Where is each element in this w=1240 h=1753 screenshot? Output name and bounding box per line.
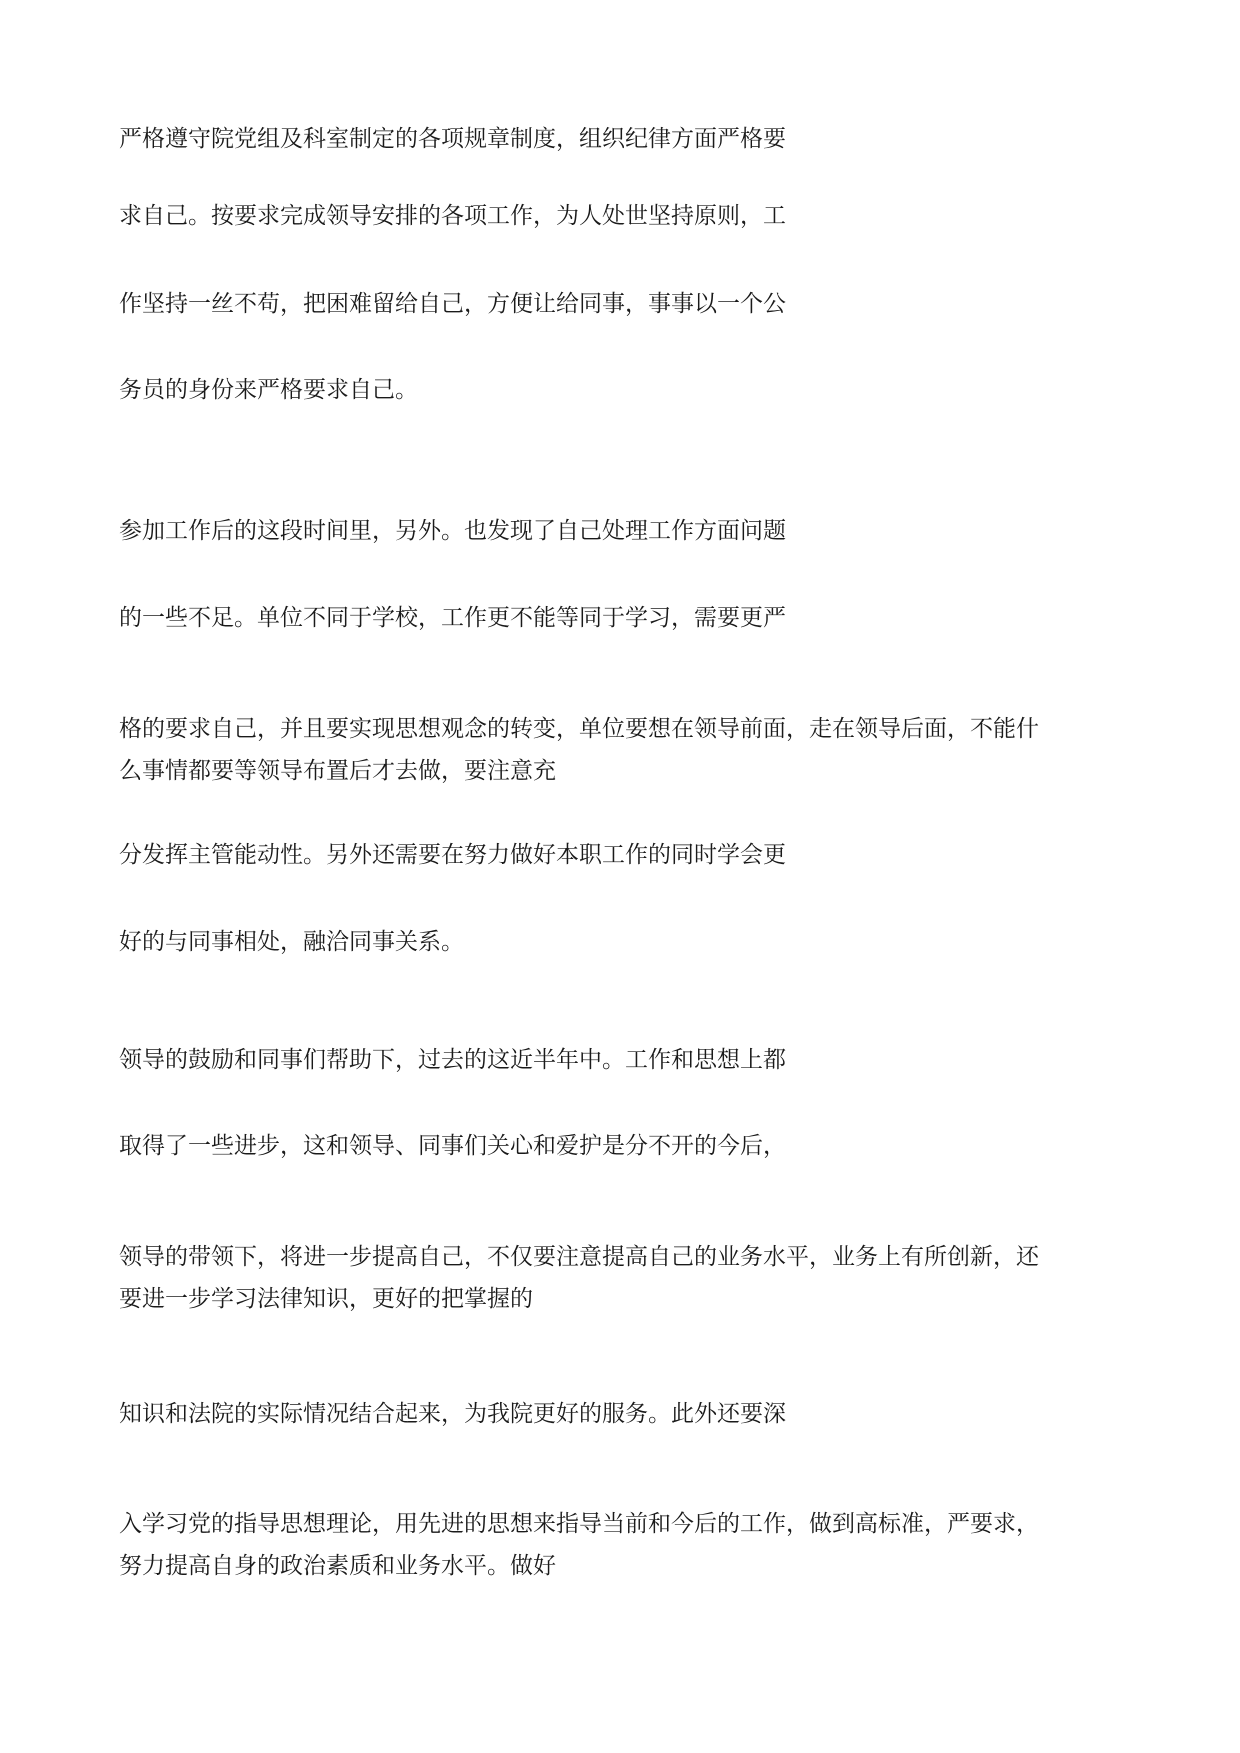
paragraph-7 [119, 708, 1129, 792]
text-line: 知识和法院的实际情况结合起来，为我院更好的服务。此外还要深 [119, 1401, 786, 1427]
text-line: 参加工作后的这段时间里，另外。也发现了自己处理工作方面问题 [119, 518, 786, 544]
paragraph-3 [119, 283, 1129, 325]
text-line: 的一些不足。单位不同于学校，工作更不能等同于学习，需要更严 [119, 605, 786, 631]
text-line: 作坚持一丝不苟，把困难留给自己，方便让给同事，事事以一个公 [119, 291, 786, 317]
text-line: 严格遵守院党组及科室制定的各项规章制度，组织纪律方面严格要 [119, 126, 786, 152]
text-line: 取得了一些进步，这和领导、同事们关心和爱护是分不开的今后， [119, 1133, 786, 1159]
paragraph-12 [119, 1236, 1129, 1320]
paragraph-13 [119, 1393, 1129, 1435]
text-line: 领导的带领下，将进一步提高自己，不仅要注意提高自己的业务水平，业务上有所创新，还 [119, 1244, 1039, 1270]
paragraph-5 [119, 510, 1129, 552]
text-line: 求自己。按要求完成领导安排的各项工作，为人处世坚持原则，工 [119, 203, 786, 229]
paragraph-10 [119, 1039, 1129, 1081]
paragraph-2 [119, 195, 1129, 237]
paragraph-14 [119, 1503, 1129, 1587]
paragraph-4 [119, 369, 1129, 411]
paragraph-9 [119, 921, 1129, 963]
text-line: 格的要求自己，并且要实现思想观念的转变，单位要想在领导前面，走在领导后面，不能什 [119, 716, 1039, 742]
text-line: 务员的身份来严格要求自己。 [119, 377, 418, 403]
paragraph-11 [119, 1125, 1129, 1167]
text-line: 么事情都要等领导布置后才去做，要注意充 [119, 758, 556, 784]
text-line: 领导的鼓励和同事们帮助下，过去的这近半年中。工作和思想上都 [119, 1047, 786, 1073]
text-line: 好的与同事相处，融洽同事关系。 [119, 929, 464, 955]
text-line: 入学习党的指导思想理论，用先进的思想来指导当前和今后的工作，做到高标准，严要求， [119, 1511, 1039, 1537]
paragraph-1 [119, 118, 1129, 160]
paragraph-6 [119, 597, 1129, 639]
text-line: 要进一步学习法律知识，更好的把掌握的 [119, 1286, 533, 1312]
paragraph-8 [119, 834, 1129, 876]
text-line: 努力提高自身的政治素质和业务水平。做好 [119, 1553, 556, 1579]
text-line: 分发挥主管能动性。另外还需要在努力做好本职工作的同时学会更 [119, 842, 786, 868]
